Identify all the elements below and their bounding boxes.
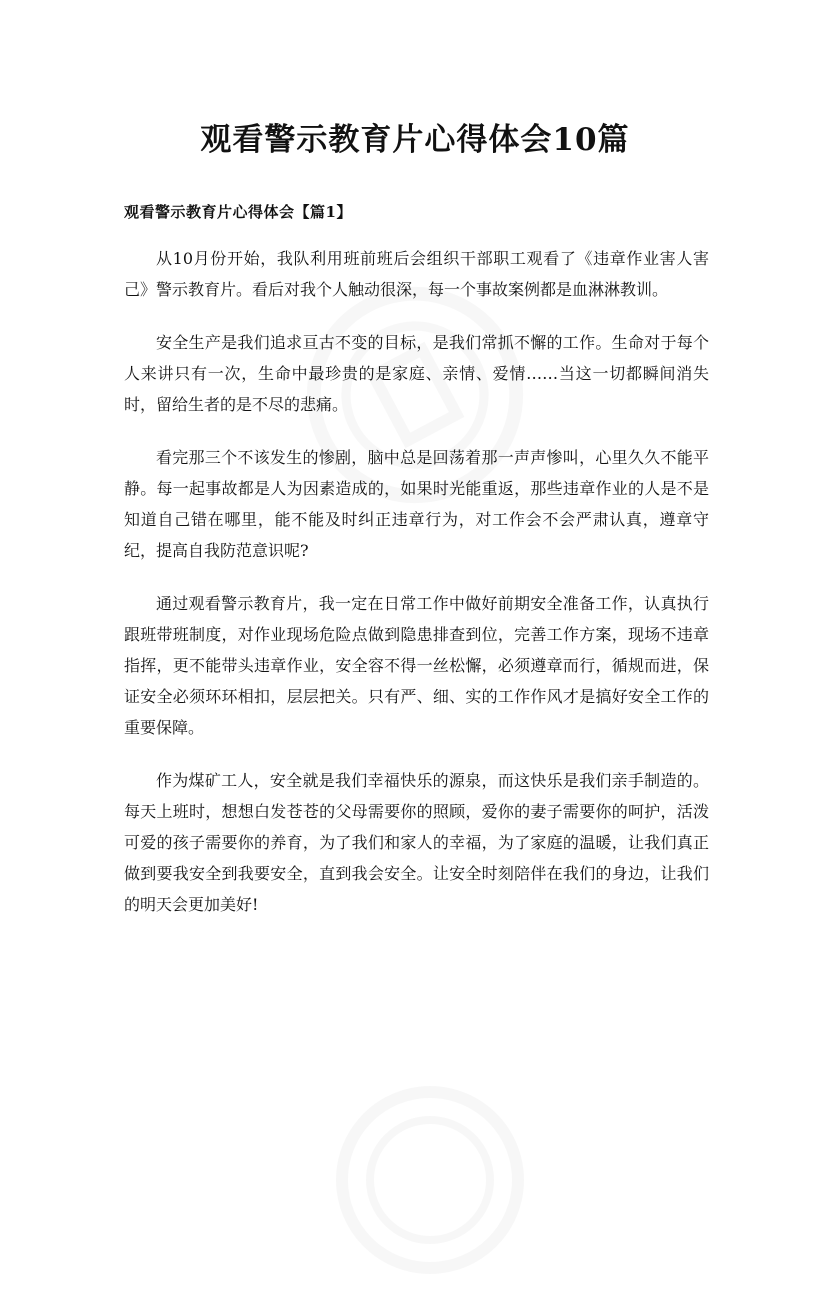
paragraph-2: 安全生产是我们追求亘古不变的目标，是我们常抓不懈的工作。生命对于每个人来讲只有一次，生命中最珍贵的是家庭、亲情、爱情……当这一切都瞬间消失时，留给生者的是不尽的悲痛。 bbox=[124, 333, 709, 414]
paragraph-5: 作为煤矿工人，安全就是我们幸福快乐的源泉，而这快乐是我们亲手制造的。每天上班时，想想白发苍苍的父母需要你的照顾，爱你的妻子需要你的呵护，活泼可爱的孩子需要你的养育，为了我们和家人的幸福，为了家庭的温暖，让我们真正做到要我安全到我要安全，直到我会安全。让安全时刻陪伴在我们的身边，让我们的明天会更加美好! bbox=[124, 771, 709, 914]
watermark-logo-bottom bbox=[295, 1045, 565, 1315]
document-title: 观看警示教育片心得体会10篇 bbox=[200, 122, 630, 158]
paragraph-1: 从10月份开始，我队利用班前班后会组织干部职工观看了《违章作业害人害己》警示教育片。看后对我个人触动很深，每一个事故案例都是血淋淋教训。 bbox=[124, 249, 709, 299]
paragraph-3: 看完那三个不该发生的惨剧，脑中总是回荡着那一声声惨叫，心里久久不能平静。每一起事故都是人为因素造成的，如果时光能重返，那些违章作业的人是不是知道自己错在哪里，能不能及时纠正违章行为，对工作会不会严肃认真，遵章守纪，提高自我防范意识呢? bbox=[124, 448, 709, 560]
paragraph-4: 通过观看警示教育片，我一定在日常工作中做好前期安全准备工作，认真执行跟班带班制度，对作业现场危险点做到隐患排查到位，完善工作方案，现场不违章指挥，更不能带头违章作业，安全容不得一丝松懈，必须遵章而行，循规而进，保证安全必须环环相扣，层层把关。只有严、细、实的工作作风才是搞好安全工作的重要保障。 bbox=[124, 594, 709, 737]
section-heading: 观看警示教育片心得体会【篇1】 bbox=[124, 203, 352, 221]
document-body bbox=[124, 243, 709, 942]
